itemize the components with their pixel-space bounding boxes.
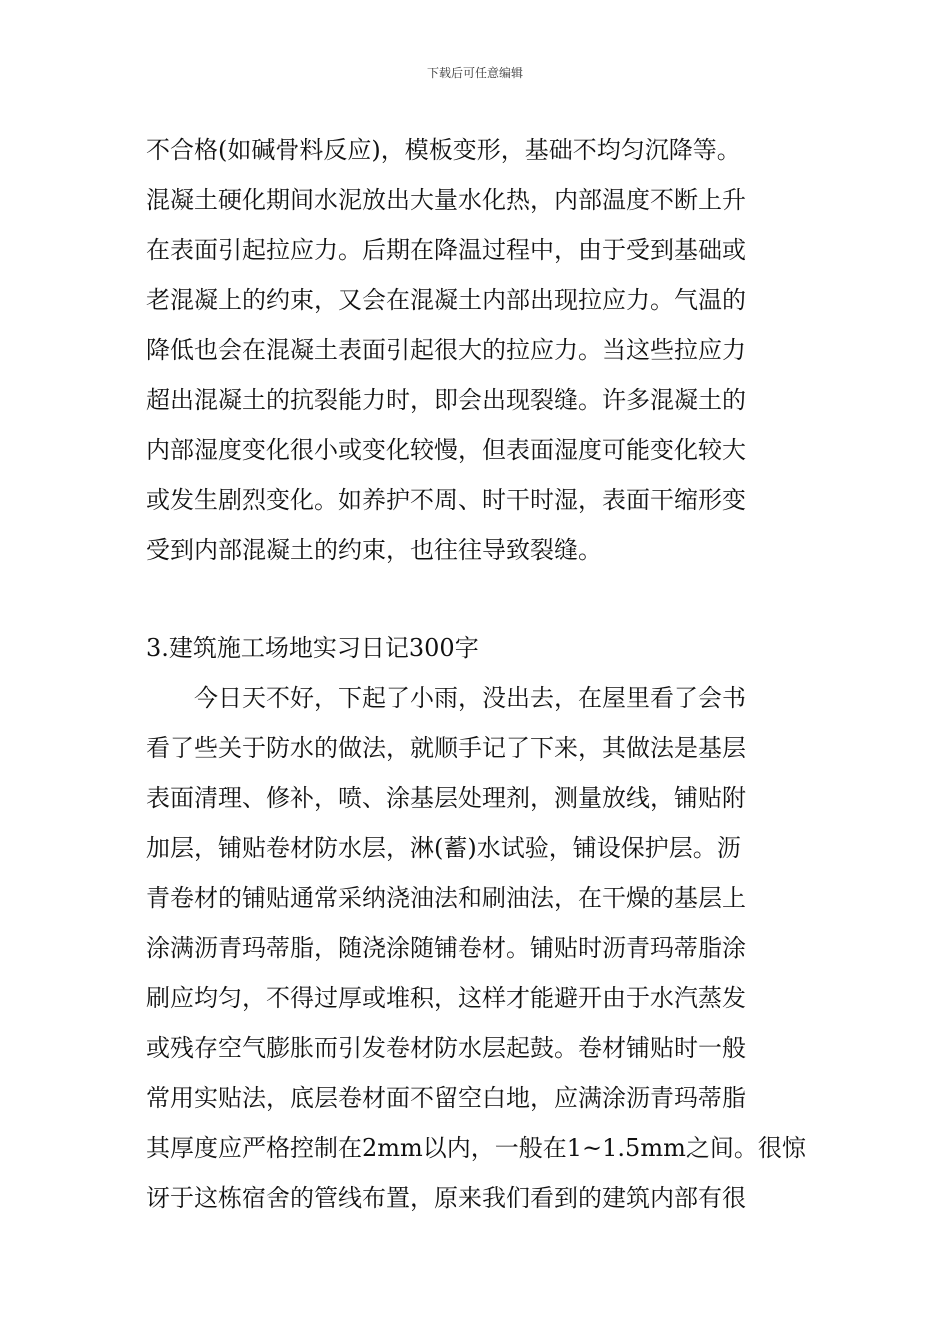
text-line: 加层，铺贴卷材防水层，淋(蓄)水试验，铺设保护层。沥 xyxy=(146,834,741,862)
text-line: 常用实贴法，底层卷材面不留空白地，应满涂沥青玛蒂脂 xyxy=(146,1084,746,1112)
section-heading: 3.建筑施工场地实习日记300字 xyxy=(146,634,479,662)
text-line: 不合格(如碱骨料反应)，模板变形，基础不均匀沉降等。 xyxy=(146,136,741,164)
paragraph-first-line: 今日天不好，下起了小雨，没出去，在屋里看了会书 xyxy=(194,684,746,712)
text-line: 或发生剧烈变化。如养护不周、时干时湿，表面干缩形变 xyxy=(146,486,746,514)
text-line: 看了些关于防水的做法，就顺手记了下来，其做法是基层 xyxy=(146,734,746,762)
text-line: 降低也会在混凝土表面引起很大的拉应力。当这些拉应力 xyxy=(146,336,746,364)
text-line: 刷应均匀，不得过厚或堆积，这样才能避开由于水汽蒸发 xyxy=(146,984,746,1012)
text-line: 讶于这栋宿舍的管线布置，原来我们看到的建筑内部有很 xyxy=(146,1184,746,1212)
text-line: 或残存空气膨胀而引发卷材防水层起鼓。卷材铺贴时一般 xyxy=(146,1034,746,1062)
text-line: 混凝土硬化期间水泥放出大量水化热，内部温度不断上升 xyxy=(146,186,746,214)
text-line: 老混凝上的约束，又会在混凝土内部出现拉应力。气温的 xyxy=(146,286,746,314)
text-line: 超出混凝土的抗裂能力时，即会出现裂缝。许多混凝土的 xyxy=(146,386,746,414)
text-line: 在表面引起拉应力。后期在降温过程中，由于受到基础或 xyxy=(146,236,746,264)
text-line: 受到内部混凝土的约束，也往往导致裂缝。 xyxy=(146,536,602,564)
page-header: 下载后可任意编辑 xyxy=(426,66,523,80)
text-line: 内部湿度变化很小或变化较慢，但表面湿度可能变化较大 xyxy=(146,436,746,464)
text-line: 涂满沥青玛蒂脂，随浇涂随铺卷材。铺贴时沥青玛蒂脂涂 xyxy=(146,934,746,962)
text-line: 表面清理、修补，喷、涂基层处理剂，测量放线，铺贴附 xyxy=(146,784,746,812)
text-line: 青卷材的铺贴通常采纳浇油法和刷油法，在干燥的基层上 xyxy=(146,884,746,912)
text-line: 其厚度应严格控制在2mm以内，一般在1~1.5mm之间。很惊 xyxy=(146,1134,806,1162)
